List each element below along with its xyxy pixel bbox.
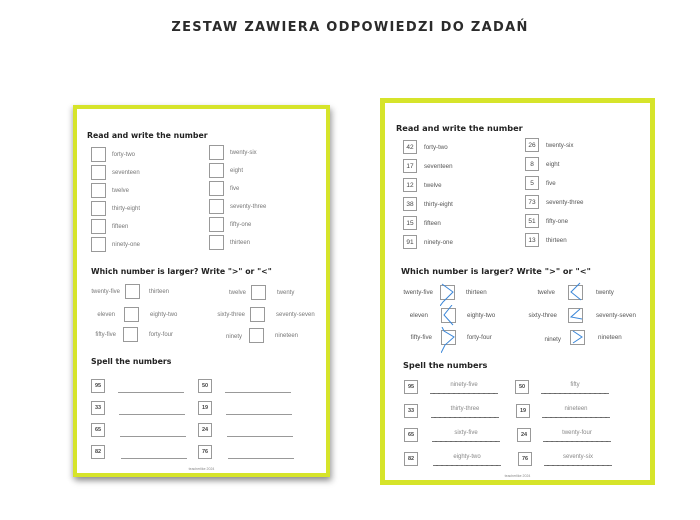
number-word: five — [230, 185, 240, 192]
read-write-item — [91, 219, 128, 234]
read-write-item — [91, 237, 140, 252]
compare-row — [97, 307, 178, 322]
written-answer: twenty-four — [562, 430, 592, 436]
compare-right-word: forty-four — [149, 331, 174, 338]
compare-row — [544, 330, 622, 345]
number-word: thirty-eight — [424, 200, 453, 208]
compare-left-word: twelve — [228, 289, 246, 296]
sign-box[interactable] — [568, 285, 583, 300]
written-answer: fifty — [570, 382, 580, 388]
answer-line[interactable] — [118, 392, 184, 393]
answer-box[interactable] — [209, 217, 224, 232]
number-word: forty-two — [424, 143, 448, 151]
answer-box[interactable]: 5 — [525, 176, 539, 190]
number-box: 33 — [91, 401, 105, 415]
sign-box[interactable] — [123, 327, 138, 342]
less-than-mark-icon — [441, 305, 457, 327]
written-answer: eighty-two — [453, 454, 481, 460]
spell-item — [91, 379, 105, 393]
compare-right-word: thirteen — [149, 288, 170, 295]
compare-left-word: eleven — [97, 311, 115, 318]
answer-box[interactable]: 38 — [403, 197, 417, 211]
footer-mark: teacherlike 2024 — [504, 474, 531, 478]
spell-item — [404, 380, 418, 394]
less-than-mark-icon — [568, 305, 584, 325]
answer-box[interactable] — [91, 183, 106, 198]
answer-box[interactable]: 26 — [525, 138, 539, 152]
number-box: 33 — [404, 404, 418, 418]
section-heading-spell: Spell the numbers — [91, 357, 172, 366]
answer-box[interactable]: 17 — [403, 159, 417, 173]
read-write-item — [525, 233, 567, 247]
compare-left-word: fifty-five — [410, 334, 432, 341]
number-box: 24 — [517, 428, 531, 442]
read-write-item — [209, 163, 243, 178]
number-word: thirty-eight — [112, 205, 141, 212]
answer-box[interactable] — [209, 145, 224, 160]
written-answer: sixty-five — [454, 430, 478, 436]
read-write-item — [209, 199, 266, 214]
answer-box[interactable]: 13 — [525, 233, 539, 247]
number-box: 65 — [404, 428, 418, 442]
compare-right-word: nineteen — [275, 332, 299, 339]
written-answer: ninety-five — [450, 382, 478, 388]
answer-line[interactable] — [543, 441, 611, 442]
answer-line[interactable] — [228, 458, 294, 459]
compare-row — [91, 284, 170, 299]
read-write-item — [209, 235, 250, 250]
spell-item — [517, 428, 531, 442]
compare-row — [228, 285, 295, 300]
greater-than-mark-icon — [440, 282, 456, 306]
number-box: 50 — [515, 380, 529, 394]
section-heading-read-write: Read and write the number — [396, 123, 523, 133]
compare-left-word: twenty-five — [403, 289, 433, 296]
answer-line[interactable] — [431, 417, 499, 418]
compare-left-word: twenty-five — [91, 288, 120, 295]
number-word: eight — [546, 160, 560, 168]
number-word: seventy-three — [230, 203, 267, 210]
compare-right-word: twenty — [277, 289, 295, 296]
number-word: twenty-six — [546, 141, 574, 149]
sign-box[interactable] — [125, 284, 140, 299]
number-word: twelve — [112, 187, 130, 194]
compare-row — [403, 285, 487, 300]
number-word: seventy-three — [546, 198, 584, 206]
compare-right-word: eighty-two — [150, 311, 178, 318]
answer-line[interactable] — [542, 417, 610, 418]
number-word: fifteen — [424, 219, 441, 227]
number-box: 19 — [516, 404, 530, 418]
answer-box[interactable] — [91, 147, 106, 162]
compare-row — [409, 308, 496, 323]
compare-right-word: thirteen — [466, 289, 487, 296]
sign-box[interactable] — [441, 330, 456, 345]
written-answer: thirty-three — [450, 406, 480, 412]
answer-line[interactable] — [541, 393, 609, 394]
spell-item — [198, 401, 212, 415]
spell-item — [404, 428, 418, 442]
answer-line[interactable] — [432, 441, 500, 442]
section-heading-read-write: Read and write the number — [87, 131, 208, 140]
answer-line[interactable] — [120, 436, 186, 437]
answer-box[interactable]: 15 — [403, 216, 417, 230]
written-answer: seventy-six — [562, 454, 593, 460]
number-word: forty-two — [112, 151, 136, 158]
sign-box[interactable] — [124, 307, 139, 322]
compare-left-word: twelve — [537, 289, 555, 296]
section-heading-compare: Which number is larger? Write ">" or "<" — [401, 266, 591, 276]
number-box: 95 — [404, 380, 418, 394]
number-word: twelve — [424, 181, 442, 189]
compare-row — [410, 330, 492, 345]
spell-item — [516, 404, 530, 418]
read-write-item — [91, 165, 140, 180]
sign-box[interactable] — [568, 308, 583, 323]
number-box: 76 — [518, 452, 532, 466]
sign-box[interactable] — [249, 328, 264, 343]
sign-box[interactable] — [441, 308, 456, 323]
answer-box[interactable]: 8 — [525, 157, 539, 171]
answer-line[interactable] — [225, 392, 291, 393]
compare-left-word: sixty-three — [528, 312, 557, 319]
footer-mark: teacherlike 2024 — [188, 467, 215, 471]
read-write-item — [209, 145, 257, 160]
answer-box[interactable]: 42 — [403, 140, 417, 154]
spell-item — [198, 379, 212, 393]
compare-right-word: nineteen — [598, 334, 622, 341]
compare-right-word: seventy-seven — [276, 311, 315, 318]
worksheet-answers — [380, 98, 655, 485]
read-write-item — [403, 235, 453, 249]
read-write-item — [403, 159, 453, 173]
answer-line[interactable] — [227, 436, 293, 437]
spell-item — [515, 380, 529, 394]
number-word: fifty-one — [546, 217, 569, 225]
compare-right-word: forty-four — [467, 334, 492, 341]
read-write-item — [403, 216, 441, 230]
answer-line[interactable] — [430, 393, 498, 394]
answer-box[interactable] — [91, 237, 106, 252]
answer-box[interactable]: 73 — [525, 195, 539, 209]
number-box: 82 — [404, 452, 418, 466]
answer-box[interactable] — [209, 199, 224, 214]
read-write-item — [403, 197, 453, 211]
answer-box[interactable] — [209, 181, 224, 196]
number-word: five — [546, 179, 556, 187]
read-write-item — [91, 201, 140, 216]
answer-line[interactable] — [433, 465, 501, 466]
sign-box[interactable] — [570, 330, 585, 345]
number-box: 95 — [91, 379, 105, 393]
read-write-item — [91, 183, 129, 198]
spell-item — [404, 452, 418, 466]
number-word: fifteen — [112, 223, 129, 230]
read-write-item — [209, 217, 251, 232]
compare-row — [537, 285, 614, 300]
compare-left-word: ninety — [544, 336, 561, 343]
answer-box[interactable] — [91, 165, 106, 180]
worksheet-blank — [73, 105, 330, 477]
answer-line[interactable] — [119, 414, 185, 415]
number-word: ninety-one — [112, 241, 141, 248]
compare-right-word: eighty-two — [467, 312, 496, 319]
compare-left-word: fifty-five — [95, 331, 116, 338]
section-heading-compare: Which number is larger? Write ">" or "<" — [91, 267, 272, 276]
number-word: twenty-six — [230, 149, 257, 156]
spell-item — [91, 423, 105, 437]
number-box: 50 — [198, 379, 212, 393]
answer-line[interactable] — [544, 465, 612, 466]
number-word: thirteen — [546, 236, 567, 244]
compare-left-word: ninety — [225, 334, 242, 340]
read-write-item — [91, 147, 135, 162]
read-write-item — [403, 140, 448, 154]
greater-than-mark-icon — [441, 327, 457, 353]
answer-box[interactable] — [91, 201, 106, 216]
number-box: 24 — [198, 423, 212, 437]
page-title: ZESTAW ZAWIERA ODPOWIEDZI DO ZADAŃ — [171, 20, 529, 35]
number-box: 65 — [91, 423, 105, 437]
compare-right-word: twenty — [596, 289, 614, 296]
compare-left-word: eleven — [409, 312, 428, 319]
answer-box[interactable]: 51 — [525, 214, 539, 228]
sign-box[interactable] — [250, 307, 265, 322]
number-word: seventeen — [112, 169, 140, 176]
read-write-item — [525, 176, 556, 190]
less-than-mark-icon — [568, 282, 584, 302]
section-heading-spell: Spell the numbers — [403, 360, 488, 370]
read-write-item — [525, 195, 584, 209]
compare-row — [95, 327, 174, 342]
answer-box[interactable] — [91, 219, 106, 234]
compare-row — [225, 328, 299, 343]
greater-than-mark-icon — [570, 327, 586, 347]
number-box: 19 — [198, 401, 212, 415]
sign-box[interactable] — [440, 285, 455, 300]
spell-item — [91, 401, 105, 415]
number-box: 76 — [198, 445, 212, 459]
read-write-item — [525, 157, 559, 171]
compare-row — [217, 307, 315, 322]
spell-item — [404, 404, 418, 418]
compare-right-word: seventy-seven — [596, 312, 636, 319]
number-word: eight — [230, 167, 244, 174]
answer-box[interactable] — [209, 235, 224, 250]
answer-box[interactable]: 12 — [403, 178, 417, 192]
spell-item — [198, 423, 212, 437]
number-word: seventeen — [424, 162, 453, 170]
written-answer: nineteen — [564, 406, 588, 412]
read-write-item — [525, 138, 574, 152]
number-word: ninety-one — [424, 238, 453, 246]
number-box: 82 — [91, 445, 105, 459]
read-write-item — [525, 214, 568, 228]
answer-line[interactable] — [121, 458, 187, 459]
number-word: thirteen — [230, 239, 251, 246]
read-write-item — [403, 178, 442, 192]
answer-box[interactable] — [209, 163, 224, 178]
spell-item — [518, 452, 532, 466]
compare-row — [528, 308, 636, 323]
compare-left-word: sixty-three — [217, 311, 245, 318]
spell-item — [91, 445, 105, 459]
spell-item — [198, 445, 212, 459]
answer-line[interactable] — [226, 414, 292, 415]
sign-box[interactable] — [251, 285, 266, 300]
read-write-item — [209, 181, 239, 196]
answer-box[interactable]: 91 — [403, 235, 417, 249]
number-word: fifty-one — [230, 221, 252, 228]
